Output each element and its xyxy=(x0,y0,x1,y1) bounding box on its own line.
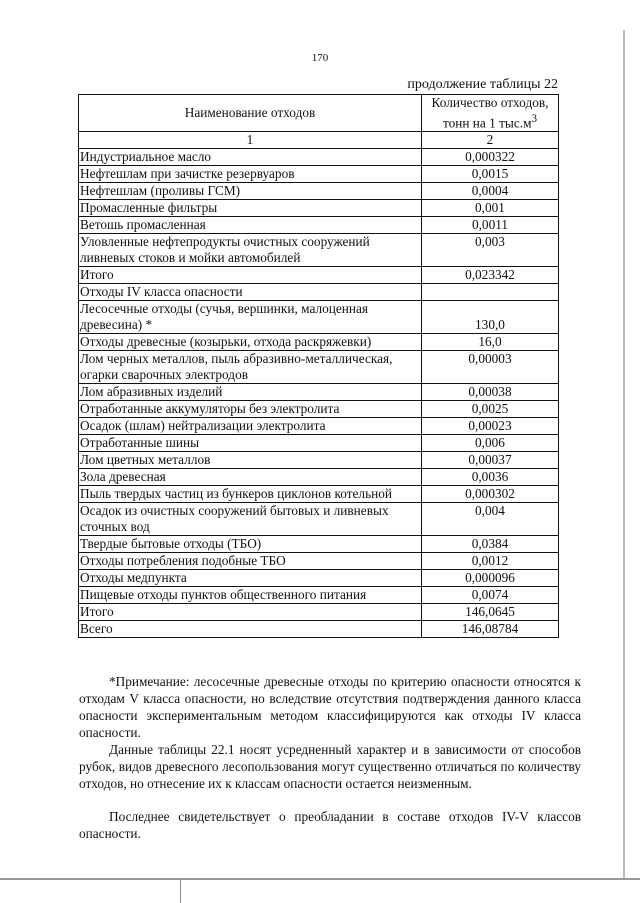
waste-name-cell: Уловленные нефтепродукты очистных сооружений ливневых стоков и мойки автомобилей xyxy=(79,234,422,267)
waste-name-cell: Отходы IV класса опасности xyxy=(79,284,422,301)
waste-name-cell: Отработанные шины xyxy=(79,435,422,452)
header-waste-quantity xyxy=(422,95,559,132)
header-quantity-exponent: 3 xyxy=(531,113,538,125)
table-row xyxy=(79,503,559,536)
table-row xyxy=(79,217,559,234)
table-row xyxy=(79,536,559,553)
conclusion-paragraph: Последнее свидетельствует о преобладании в составе отходов IV-V классов опасности. xyxy=(79,809,581,842)
page-number: 170 xyxy=(311,52,329,64)
waste-quantity-cell: 0,00023 xyxy=(422,418,559,435)
waste-quantity-cell: 0,0012 xyxy=(422,553,559,570)
table-row xyxy=(79,486,559,503)
table-row xyxy=(79,401,559,418)
waste-name-cell: Лесосечные отходы (сучья, вершинки, малоценная древесина) * xyxy=(79,301,422,334)
table-header-row xyxy=(79,95,559,132)
column-number-row xyxy=(79,132,559,149)
waste-name-cell: Отходы древесные (козырьки, отхода раскряжевки) xyxy=(79,334,422,351)
waste-table xyxy=(78,94,559,638)
waste-name-cell: Лом цветных металлов xyxy=(79,452,422,469)
table-row xyxy=(79,587,559,604)
table-row xyxy=(79,604,559,621)
scan-edge-right xyxy=(623,30,625,880)
waste-quantity-cell: 0,0015 xyxy=(422,166,559,183)
table-row xyxy=(79,334,559,351)
table-row xyxy=(79,351,559,384)
table-continuation-caption: продолжение таблицы 22 xyxy=(407,77,558,92)
table-row xyxy=(79,284,559,301)
table-row xyxy=(79,267,559,284)
header-waste-name: Наименование отходов xyxy=(79,95,422,132)
waste-quantity-cell: 0,000096 xyxy=(422,570,559,587)
scan-edge-bottom xyxy=(0,878,640,880)
table-row xyxy=(79,200,559,217)
waste-quantity-cell: 0,023342 xyxy=(422,267,559,284)
waste-name-cell: Отходы медпункта xyxy=(79,570,422,587)
waste-name-cell: Итого xyxy=(79,604,422,621)
waste-name-cell: Осадок из очистных сооружений бытовых и ливневых сточных вод xyxy=(79,503,422,536)
waste-name-cell: Пыль твердых частиц из бункеров циклонов котельной xyxy=(79,486,422,503)
table-row xyxy=(79,435,559,452)
waste-quantity-cell: 0,000322 xyxy=(422,149,559,166)
waste-quantity-cell: 0,001 xyxy=(422,200,559,217)
column-number-1: 1 xyxy=(79,132,422,149)
waste-quantity-cell: 0,004 xyxy=(422,503,559,536)
waste-quantity-cell: 0,00038 xyxy=(422,384,559,401)
table-row xyxy=(79,183,559,200)
waste-name-cell: Итого xyxy=(79,267,422,284)
table-row xyxy=(79,570,559,587)
table-row xyxy=(79,166,559,183)
waste-name-cell: Индустриальное масло xyxy=(79,149,422,166)
table-row xyxy=(79,301,559,334)
waste-name-cell: Ветошь промасленная xyxy=(79,217,422,234)
table-row xyxy=(79,149,559,166)
table-row xyxy=(79,234,559,267)
waste-quantity-cell: 0,000302 xyxy=(422,486,559,503)
averaged-data-paragraph: Данные таблицы 22.1 носят усредненный характер и в зависимости от способов рубок, видов древесного лесопользования могут существенно отличаться по количеству отходов, но отнесение их к классам опасности остается неизменным. xyxy=(79,742,581,792)
waste-quantity-cell: 130,0 xyxy=(422,301,559,334)
note-paragraph: *Примечание: лесосечные древесные отходы по критерию опасности относятся к отходам V класса опасности, но вследствие отсутствия подтверждения данного класса опасности экспериментальным методом классифицируются как отходы IV класса опасности. xyxy=(79,674,581,741)
waste-name-cell: Всего xyxy=(79,621,422,638)
waste-quantity-cell: 146,0645 xyxy=(422,604,559,621)
table-row xyxy=(79,384,559,401)
column-number-2: 2 xyxy=(422,132,559,149)
waste-quantity-cell: 16,0 xyxy=(422,334,559,351)
waste-name-cell: Промасленные фильтры xyxy=(79,200,422,217)
waste-quantity-cell: 0,0004 xyxy=(422,183,559,200)
waste-quantity-cell: 146,08784 xyxy=(422,621,559,638)
scan-edge-tick xyxy=(180,880,181,903)
table-row xyxy=(79,621,559,638)
table-row xyxy=(79,553,559,570)
waste-name-cell: Твердые бытовые отходы (ТБО) xyxy=(79,536,422,553)
waste-name-cell: Осадок (шлам) нейтрализации электролита xyxy=(79,418,422,435)
waste-quantity-cell: 0,006 xyxy=(422,435,559,452)
waste-name-cell: Пищевые отходы пунктов общественного питания xyxy=(79,587,422,604)
waste-quantity-cell: 0,0011 xyxy=(422,217,559,234)
waste-name-cell: Зола древесная xyxy=(79,469,422,486)
waste-quantity-cell: 0,00037 xyxy=(422,452,559,469)
waste-name-cell: Лом черных металлов, пыль абразивно-металлическая, огарки сварочных электродов xyxy=(79,351,422,384)
table-row xyxy=(79,452,559,469)
waste-name-cell: Нефтешлам (проливы ГСМ) xyxy=(79,183,422,200)
header-quantity-line1: Количество отходов, xyxy=(431,95,549,110)
waste-quantity-cell: 0,0384 xyxy=(422,536,559,553)
waste-quantity-cell: 0,0036 xyxy=(422,469,559,486)
waste-quantity-cell: 0,003 xyxy=(422,234,559,267)
waste-name-cell: Лом абразивных изделий xyxy=(79,384,422,401)
waste-name-cell: Отработанные аккумуляторы без электролита xyxy=(79,401,422,418)
waste-quantity-cell: 0,00003 xyxy=(422,351,559,384)
waste-name-cell: Нефтешлам при зачистке резервуаров xyxy=(79,166,422,183)
header-quantity-line2: тонн на 1 тыс.м xyxy=(442,115,532,131)
table-row xyxy=(79,418,559,435)
waste-quantity-cell: 0,0074 xyxy=(422,587,559,604)
waste-quantity-cell xyxy=(422,284,559,301)
waste-quantity-cell: 0,0025 xyxy=(422,401,559,418)
table-row xyxy=(79,469,559,486)
waste-name-cell: Отходы потребления подобные ТБО xyxy=(79,553,422,570)
